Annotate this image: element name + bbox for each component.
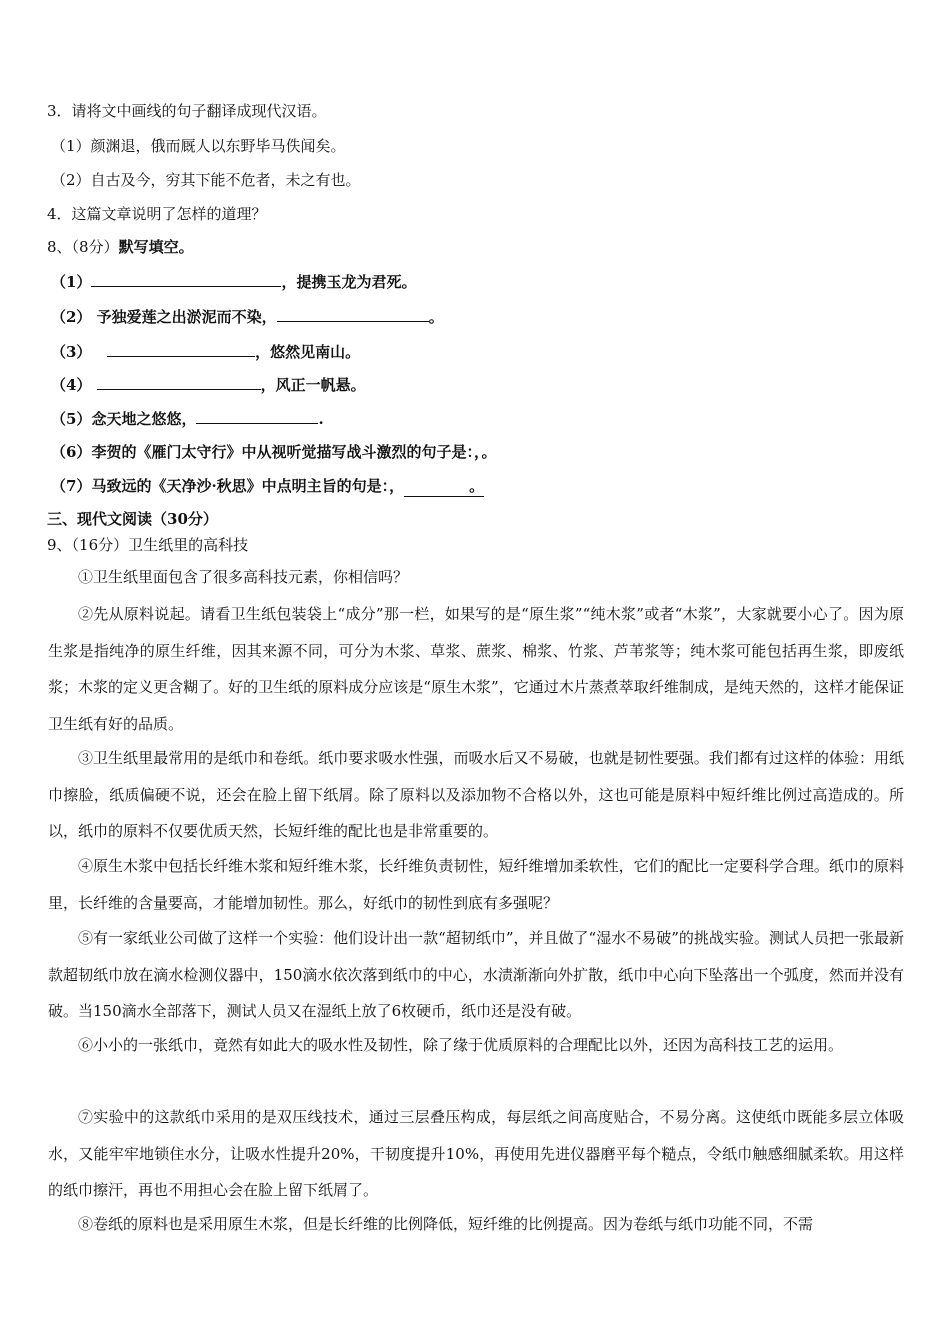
paragraph-3: ③卫生纸里最常用的是纸巾和卷纸。纸巾要求吸水性强，而吸水后又不易破，也就是韧性要强。我们都有过这样的体验：用纸巾擦脸，纸质偏硬不说，还会在脸上留下纸屑。除了原料以及添加物不合格以外，这也可能是原料中短纤维比例过高造成的。所以，纸巾的原料不仅要优质天然，长短纤维的配比也是非常重要的。 — [48, 749, 904, 840]
q8-item-text: 。 — [428, 308, 444, 326]
paragraph-5: ⑤有一家纸业公司做了这样一个实验：他们设计出一款“超韧纸巾”，并且做了“湿水不易破”的挑战实验。测试人员把一张最新款超韧纸巾放在滴水检测仪器中，150滴水依次落到纸巾的中心，水渍渐渐向外扩散，纸巾中心向下坠落出一个弧度，然而并没有破。当150滴水全部落下，测试人员又在湿纸上放了6枚硬币，纸巾还是没有破。 — [48, 929, 904, 1020]
q8-item-text: 马致远的《天净沙·秋思》中点明主旨的句是：， — [91, 477, 405, 495]
q8-prefix: 8、（8分） — [47, 238, 119, 256]
q9-prefix: 9、（16分） — [47, 536, 129, 554]
q8-item-number: （2） — [51, 308, 92, 326]
q8-item-text: 。 — [469, 477, 485, 495]
q8-item-4 — [51, 374, 366, 395]
q8-item-text: ，悠然见南山。 — [255, 343, 361, 361]
q8-item-text: 李贺的《雁门太守行》中从视听觉描写战斗激烈的句子是：，。 — [91, 443, 497, 461]
q9-header — [47, 535, 248, 555]
paragraph-6: ⑥小小的一张纸巾，竟然有如此大的吸水性及韧性，除了缘于优质原料的合理配比以外，还因为高科技工艺的运用。 — [78, 1036, 844, 1054]
q8-item-6 — [51, 442, 496, 462]
q8-item-text: ，风正一帆悬。 — [260, 376, 366, 394]
q8-item-1 — [51, 271, 416, 292]
paragraph-7: ⑦实验中的这款纸巾采用的是双压线技术，通过三层叠压构成，每层纸之间高度贴合，不易分离。这使纸巾既能多层立体吸水，又能牢牢地锁住水分，让吸水性提升20%，干韧度提升10%，再使用先进仪器磨平每个糙点，令纸巾触感细腻柔软。用这样的纸巾擦汗，再也不用担心会在脸上留下纸屑了。 — [48, 1108, 904, 1199]
q8-item-text: 予独爱莲之出淤泥而不染， — [96, 308, 277, 326]
q3-item-1: （1）颜渊退，俄而厩人以东野毕马佚闻矣。 — [51, 137, 346, 155]
q3-title: 3．请将文中画线的句子翻译成现代汉语。 — [47, 102, 327, 120]
q8-item-text: 念天地之悠悠， — [91, 410, 197, 428]
q8-item-number: （6） — [51, 443, 92, 461]
q8-item-number: （1） — [51, 273, 92, 291]
q4-title: 4．这篇文章说明了怎样的道理？ — [47, 205, 267, 223]
q8-item-number: （7） — [51, 477, 92, 495]
paragraph-1: ①卫生纸里面包含了很多高科技元素，你相信吗？ — [78, 568, 409, 586]
q8-header — [47, 237, 194, 257]
paragraph-4: ④原生木浆中包括长纤维木浆和短纤维木浆，长纤维负责韧性，短纤维增加柔软性，它们的配比一定要科学合理。纸巾的原料里，长纤维的含量要高，才能增加韧性。那么，好纸巾的韧性到底有多强呢？ — [48, 857, 904, 912]
answer-blank — [404, 476, 484, 497]
q3-item-2: （2）自古及今，穷其下能不危者，未之有也。 — [51, 171, 361, 189]
paragraph-2: ②先从原料说起。请看卫生纸包装袋上“成分”那一栏，如果写的是“原生浆”“纯木浆”或者“木浆”，大家就要小心了。因为原生浆是指纯净的原生纤维，因其来源不同，可分为木浆、草浆、蔗浆、棉浆、竹浆、芦苇浆等；纯木浆可能包括再生浆，即废纸浆；木浆的定义更含糊了。好的卫生纸的原料成分应该是“原生木浆”，它通过木片蒸煮萃取纤维制成，是纯天然的，这样才能保证卫生纸有好的品质。 — [48, 605, 904, 733]
q8-item-number: （4） — [51, 376, 92, 394]
paragraph-8: ⑧卷纸的原料也是采用原生木浆，但是长纤维的比例降低，短纤维的比例提高。因为卷纸与纸巾功能不同，不需 — [78, 1215, 814, 1233]
q8-item-3 — [51, 341, 360, 362]
q8-item-number: （5） — [51, 410, 92, 428]
answer-blank — [97, 374, 261, 390]
q9-title: 卫生纸里的高科技 — [128, 536, 249, 554]
answer-blank — [196, 408, 318, 424]
q8-item-number: （3） — [51, 343, 92, 361]
section-3-title: 三、现代文阅读（30分） — [47, 510, 218, 528]
answer-blank — [277, 306, 429, 322]
q8-item-text: ，提携玉龙为君死。 — [281, 273, 417, 291]
q8-title: 默写填空。 — [118, 238, 194, 256]
q8-item-text: . — [318, 410, 324, 428]
q8-item-7 — [51, 476, 484, 497]
answer-blank — [107, 341, 255, 357]
answer-blank — [91, 271, 281, 287]
q8-item-5 — [51, 408, 324, 429]
q8-item-2 — [51, 306, 444, 327]
